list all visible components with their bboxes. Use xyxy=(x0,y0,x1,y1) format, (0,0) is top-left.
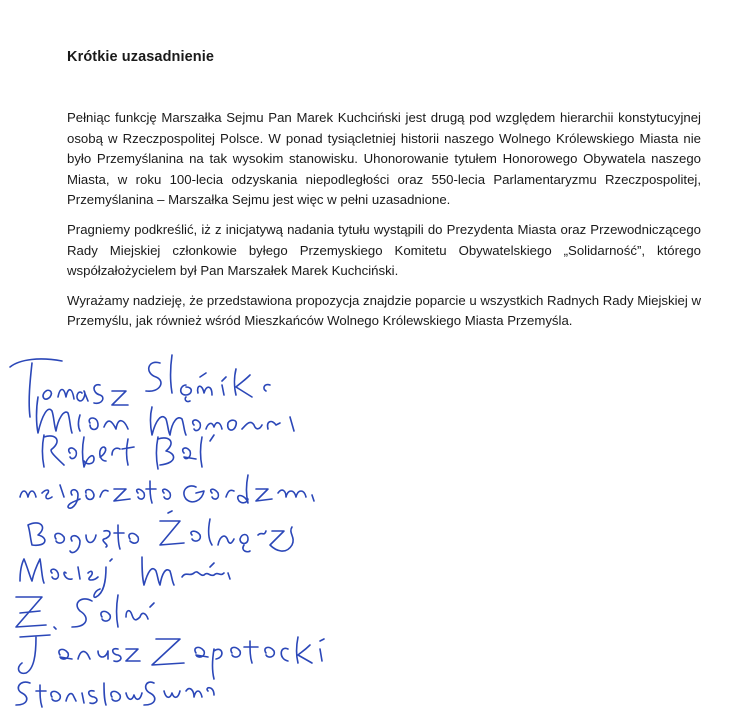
document-body xyxy=(67,108,701,341)
paragraph-1: Pełniąc funkcję Marszałka Sejmu Pan Marek Kuchciński jest drugą pod względem hierarchii konstytucyjnej osobą w Rzeczpospolitej Polsce. W ponad tysiącletniej historii naszego Wolnego Królewskiego Miasta nie było Przemyślanina na tak wysokim stanowisku. Uhonorowanie tytułem Honorowego Obywatela naszego Miasta, w roku 100-lecia odzyskania niepodległości oraz 550-lecia Parlamentaryzmu Rzeczpospolitej, Przemyślanina – Marszałka Sejmu jest więc w pełni uzasadnione. xyxy=(67,110,701,208)
signature-3 xyxy=(43,435,215,469)
signature-2 xyxy=(37,397,295,435)
signature-4 xyxy=(20,475,314,508)
paragraph-2: Pragniemy podkreślić, iż z inicjatywą nadania tytułu wystąpili do Prezydenta Miasta oraz Przewodniczącego Rady Miejskiej członkowie byłego Przemyskiego Komitetu Obywatelskiego „Solidarność”, którego współzałożycielem był Pan Marszałek Marek Kuchciński. xyxy=(67,221,701,279)
handwritten-signatures xyxy=(0,345,753,708)
document-heading: Krótkie uzasadnienie xyxy=(67,49,215,65)
signature-8 xyxy=(19,635,324,679)
paragraph-3: Wyrażamy nadzieję, że przedstawiona propozycja znajdzie poparcie u wszystkich Radnych Rady Miejskiej w Przemyślu, jak również wśród Mieszkańców Wolnego Królewskiego Miasta Przemyśla. xyxy=(67,292,701,329)
signature-5 xyxy=(28,511,293,553)
signatures-block xyxy=(0,345,753,708)
signature-7 xyxy=(16,595,154,629)
signature-6 xyxy=(20,557,230,597)
signature-1 xyxy=(10,355,270,417)
signature-9 xyxy=(16,682,214,707)
